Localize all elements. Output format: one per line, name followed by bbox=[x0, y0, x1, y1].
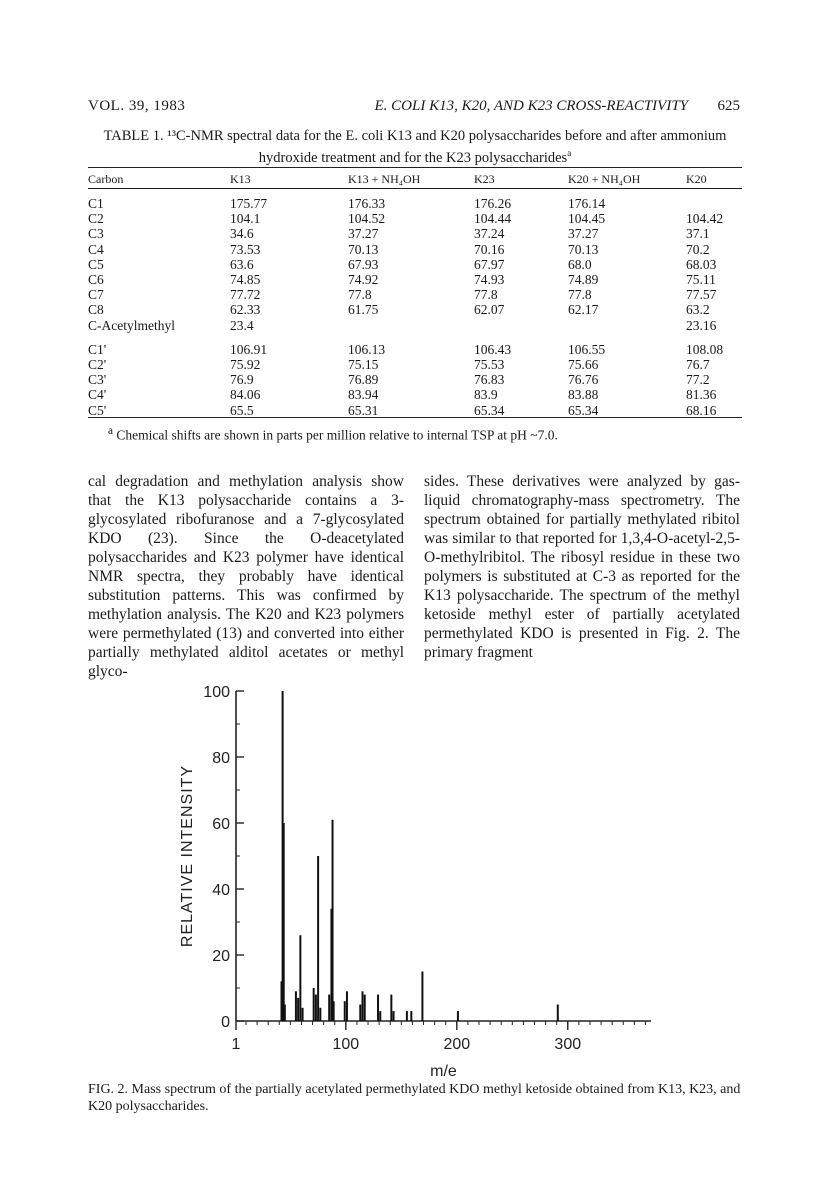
shift-value: 77.2 bbox=[686, 372, 710, 388]
shift-value: 63.6 bbox=[230, 256, 254, 272]
shift-value: 106.13 bbox=[348, 341, 386, 357]
shift-value: 37.1 bbox=[686, 226, 710, 242]
x-tick-label: 200 bbox=[443, 1036, 471, 1053]
shift-value: 68.03 bbox=[686, 256, 717, 272]
shift-value: 83.94 bbox=[348, 387, 379, 403]
column-header: Carbon bbox=[88, 172, 124, 186]
table-row bbox=[88, 211, 742, 226]
carbon-label: C-Acetylmethyl bbox=[88, 317, 175, 333]
table-row bbox=[88, 342, 742, 357]
carbon-label: C2' bbox=[88, 357, 107, 373]
column-header: K23 bbox=[474, 172, 495, 186]
column-header: K13 bbox=[230, 172, 251, 186]
table-row bbox=[88, 318, 742, 333]
carbon-label: C3' bbox=[88, 372, 107, 388]
shift-value: 68.0 bbox=[568, 256, 592, 272]
shift-value: 83.9 bbox=[474, 387, 498, 403]
shift-value: 77.57 bbox=[686, 287, 717, 303]
table-caption-footnote-mark: a bbox=[567, 148, 572, 158]
carbon-label: C8 bbox=[88, 302, 104, 318]
shift-value: 75.92 bbox=[230, 357, 261, 373]
column-header: K13 + NH₄OH bbox=[348, 172, 421, 186]
shift-value: 76.76 bbox=[568, 372, 599, 388]
shift-value: 74.92 bbox=[348, 272, 379, 288]
volume-label: VOL. 39, 1983 bbox=[88, 98, 186, 114]
shift-value: 70.13 bbox=[568, 241, 599, 257]
shift-value: 65.5 bbox=[230, 402, 254, 418]
shift-value: 77.8 bbox=[568, 287, 592, 303]
shift-value: 104.52 bbox=[348, 211, 386, 227]
carbon-label: C3 bbox=[88, 226, 104, 242]
shift-value bbox=[348, 318, 474, 333]
shift-value: 81.36 bbox=[686, 387, 717, 403]
y-axis-title: RELATIVE INTENSITY bbox=[179, 764, 196, 948]
shift-value: 104.44 bbox=[474, 211, 512, 227]
y-tick-label: 20 bbox=[212, 948, 230, 965]
shift-value: 106.91 bbox=[230, 341, 268, 357]
shift-value: 77.8 bbox=[474, 287, 498, 303]
shift-value: 76.7 bbox=[686, 357, 710, 373]
page-number: 625 bbox=[717, 98, 740, 114]
shift-value: 63.2 bbox=[686, 302, 710, 318]
table-row bbox=[88, 257, 742, 272]
shift-value: 68.16 bbox=[686, 402, 717, 418]
shift-value: 74.85 bbox=[230, 272, 261, 288]
shift-value: 61.75 bbox=[348, 302, 379, 318]
shift-value: 75.66 bbox=[568, 357, 599, 373]
table-row bbox=[88, 357, 742, 372]
table-row bbox=[88, 387, 742, 402]
table-top-rule bbox=[88, 167, 742, 168]
shift-value: 77.8 bbox=[348, 287, 372, 303]
table-row bbox=[88, 242, 742, 257]
x-tick-label: 100 bbox=[332, 1036, 360, 1053]
shift-value: 37.27 bbox=[348, 226, 379, 242]
x-tick-label: 300 bbox=[554, 1036, 582, 1053]
table-row bbox=[88, 226, 742, 241]
nmr-table bbox=[88, 171, 742, 418]
table-row bbox=[88, 192, 742, 211]
shift-value: 75.11 bbox=[686, 272, 716, 288]
shift-value: 76.83 bbox=[474, 372, 505, 388]
shift-value: 106.43 bbox=[474, 341, 512, 357]
y-tick-label: 40 bbox=[212, 882, 230, 899]
shift-value: 70.16 bbox=[474, 241, 505, 257]
shift-value: 175.77 bbox=[230, 196, 268, 211]
shift-value: 37.24 bbox=[474, 226, 505, 242]
shift-value: 84.06 bbox=[230, 387, 261, 403]
carbon-label: C1 bbox=[88, 196, 104, 211]
table-row bbox=[88, 272, 742, 287]
shift-value: 104.45 bbox=[568, 211, 606, 227]
column-header: K20 bbox=[686, 172, 707, 186]
shift-value: 76.89 bbox=[348, 372, 379, 388]
body-text-right-column: sides. These derivatives were analyzed by gas-liquid chromatography-mass spectrometry. The spectrum obtained for partially methylated ribitol was similar to that reported for 1,3,4-O-acetyl-2,5-O-methylribitol. The ribosyl residue in these two polymers is substituted at C-3 as reported for the K13 polysaccharide. The spectrum of the methyl ketoside methyl ester of partially acetylated permethylated KDO is presented in Fig. 2. The primary fragment bbox=[424, 473, 740, 661]
x-tick-label: 1 bbox=[231, 1036, 241, 1053]
shift-value: 74.93 bbox=[474, 272, 505, 288]
shift-value: 74.89 bbox=[568, 272, 599, 288]
shift-value: 75.53 bbox=[474, 357, 505, 373]
shift-value: 73.53 bbox=[230, 241, 261, 257]
carbon-label: C4' bbox=[88, 387, 107, 403]
shift-value: 37.27 bbox=[568, 226, 599, 242]
mass-spectrum-figure bbox=[168, 676, 668, 1081]
table-header-row bbox=[88, 171, 742, 192]
shift-value: 65.34 bbox=[568, 402, 599, 418]
table-caption-line1: TABLE 1. ¹³C-NMR spectral data for the E. coli K13 and K20 polysaccharides before and after ammonium bbox=[103, 128, 727, 144]
table-group-gap bbox=[88, 333, 742, 342]
shift-value: 62.07 bbox=[474, 302, 505, 318]
table-row bbox=[88, 302, 742, 317]
shift-value: 67.93 bbox=[348, 256, 379, 272]
y-tick-label: 100 bbox=[203, 684, 230, 701]
body-text-left-column: cal degradation and methylation analysis show that the K13 polysaccharide contains a 3-glycosylated ribofuranose and a 7-glycosylated KDO (23). Since the O-deacetylated polysaccharides and K23 polymer have identical NMR spectra, they probably have identical substitution patterns. This was confirmed by methylation analysis. The K20 and K23 polymers were permethylated (13) and converted into either partially methylated alditol acetates or methyl glyco- bbox=[88, 473, 404, 680]
carbon-label: C5 bbox=[88, 256, 104, 272]
table-body bbox=[88, 192, 742, 418]
shift-value bbox=[568, 318, 686, 333]
shift-value: 176.26 bbox=[474, 196, 512, 211]
carbon-label: C1' bbox=[88, 341, 107, 357]
shift-value: 70.2 bbox=[686, 241, 710, 257]
table-row bbox=[88, 372, 742, 387]
shift-value: 65.31 bbox=[348, 402, 379, 418]
shift-value bbox=[686, 192, 742, 211]
carbon-label: C4 bbox=[88, 241, 104, 257]
mass-spectrum-chart bbox=[168, 676, 668, 1076]
shift-value: 176.14 bbox=[568, 196, 606, 211]
shift-value: 108.08 bbox=[686, 341, 724, 357]
shift-value: 62.17 bbox=[568, 302, 599, 318]
shift-value: 77.72 bbox=[230, 287, 261, 303]
carbon-label: C5' bbox=[88, 402, 107, 418]
shift-value: 23.16 bbox=[686, 317, 717, 333]
shift-value: 65.34 bbox=[474, 402, 505, 418]
table-footnote bbox=[108, 425, 558, 444]
shift-value: 83.88 bbox=[568, 387, 599, 403]
y-tick-label: 80 bbox=[212, 750, 230, 767]
shift-value: 104.1 bbox=[230, 211, 261, 227]
table-caption bbox=[90, 128, 740, 167]
carbon-label: C7 bbox=[88, 287, 104, 303]
column-header: K20 + NH₄OH bbox=[568, 172, 641, 186]
carbon-label: C6 bbox=[88, 272, 104, 288]
shift-value: 75.15 bbox=[348, 357, 379, 373]
table-caption-line2 bbox=[90, 145, 740, 167]
running-title: E. COLI K13, K20, AND K23 CROSS-REACTIVITY bbox=[374, 98, 688, 114]
shift-value: 104.42 bbox=[686, 211, 724, 227]
shift-value: 76.9 bbox=[230, 372, 254, 388]
shift-value bbox=[474, 318, 568, 333]
figure-caption: FIG. 2. Mass spectrum of the partially acetylated permethylated KDO methyl ketoside obtained from K13, K23, and K20 polysaccharides. bbox=[88, 1082, 741, 1114]
shift-value: 176.33 bbox=[348, 196, 386, 211]
footnote-mark: a bbox=[108, 425, 113, 437]
shift-value: 34.6 bbox=[230, 226, 254, 242]
shift-value: 106.55 bbox=[568, 341, 606, 357]
shift-value: 62.33 bbox=[230, 302, 261, 318]
table-row bbox=[88, 403, 742, 418]
carbon-label: C2 bbox=[88, 211, 104, 227]
y-tick-label: 0 bbox=[221, 1014, 230, 1031]
table-caption-text: hydroxide treatment and for the K23 polysaccharides bbox=[258, 149, 568, 166]
footnote-text: Chemical shifts are shown in parts per million relative to internal TSP at pH ~7.0. bbox=[116, 427, 558, 443]
table-row bbox=[88, 287, 742, 302]
x-axis-title: m/e bbox=[430, 1063, 457, 1076]
shift-value: 23.4 bbox=[230, 317, 254, 333]
y-tick-label: 60 bbox=[212, 816, 230, 833]
shift-value: 70.13 bbox=[348, 241, 379, 257]
shift-value: 67.97 bbox=[474, 256, 505, 272]
